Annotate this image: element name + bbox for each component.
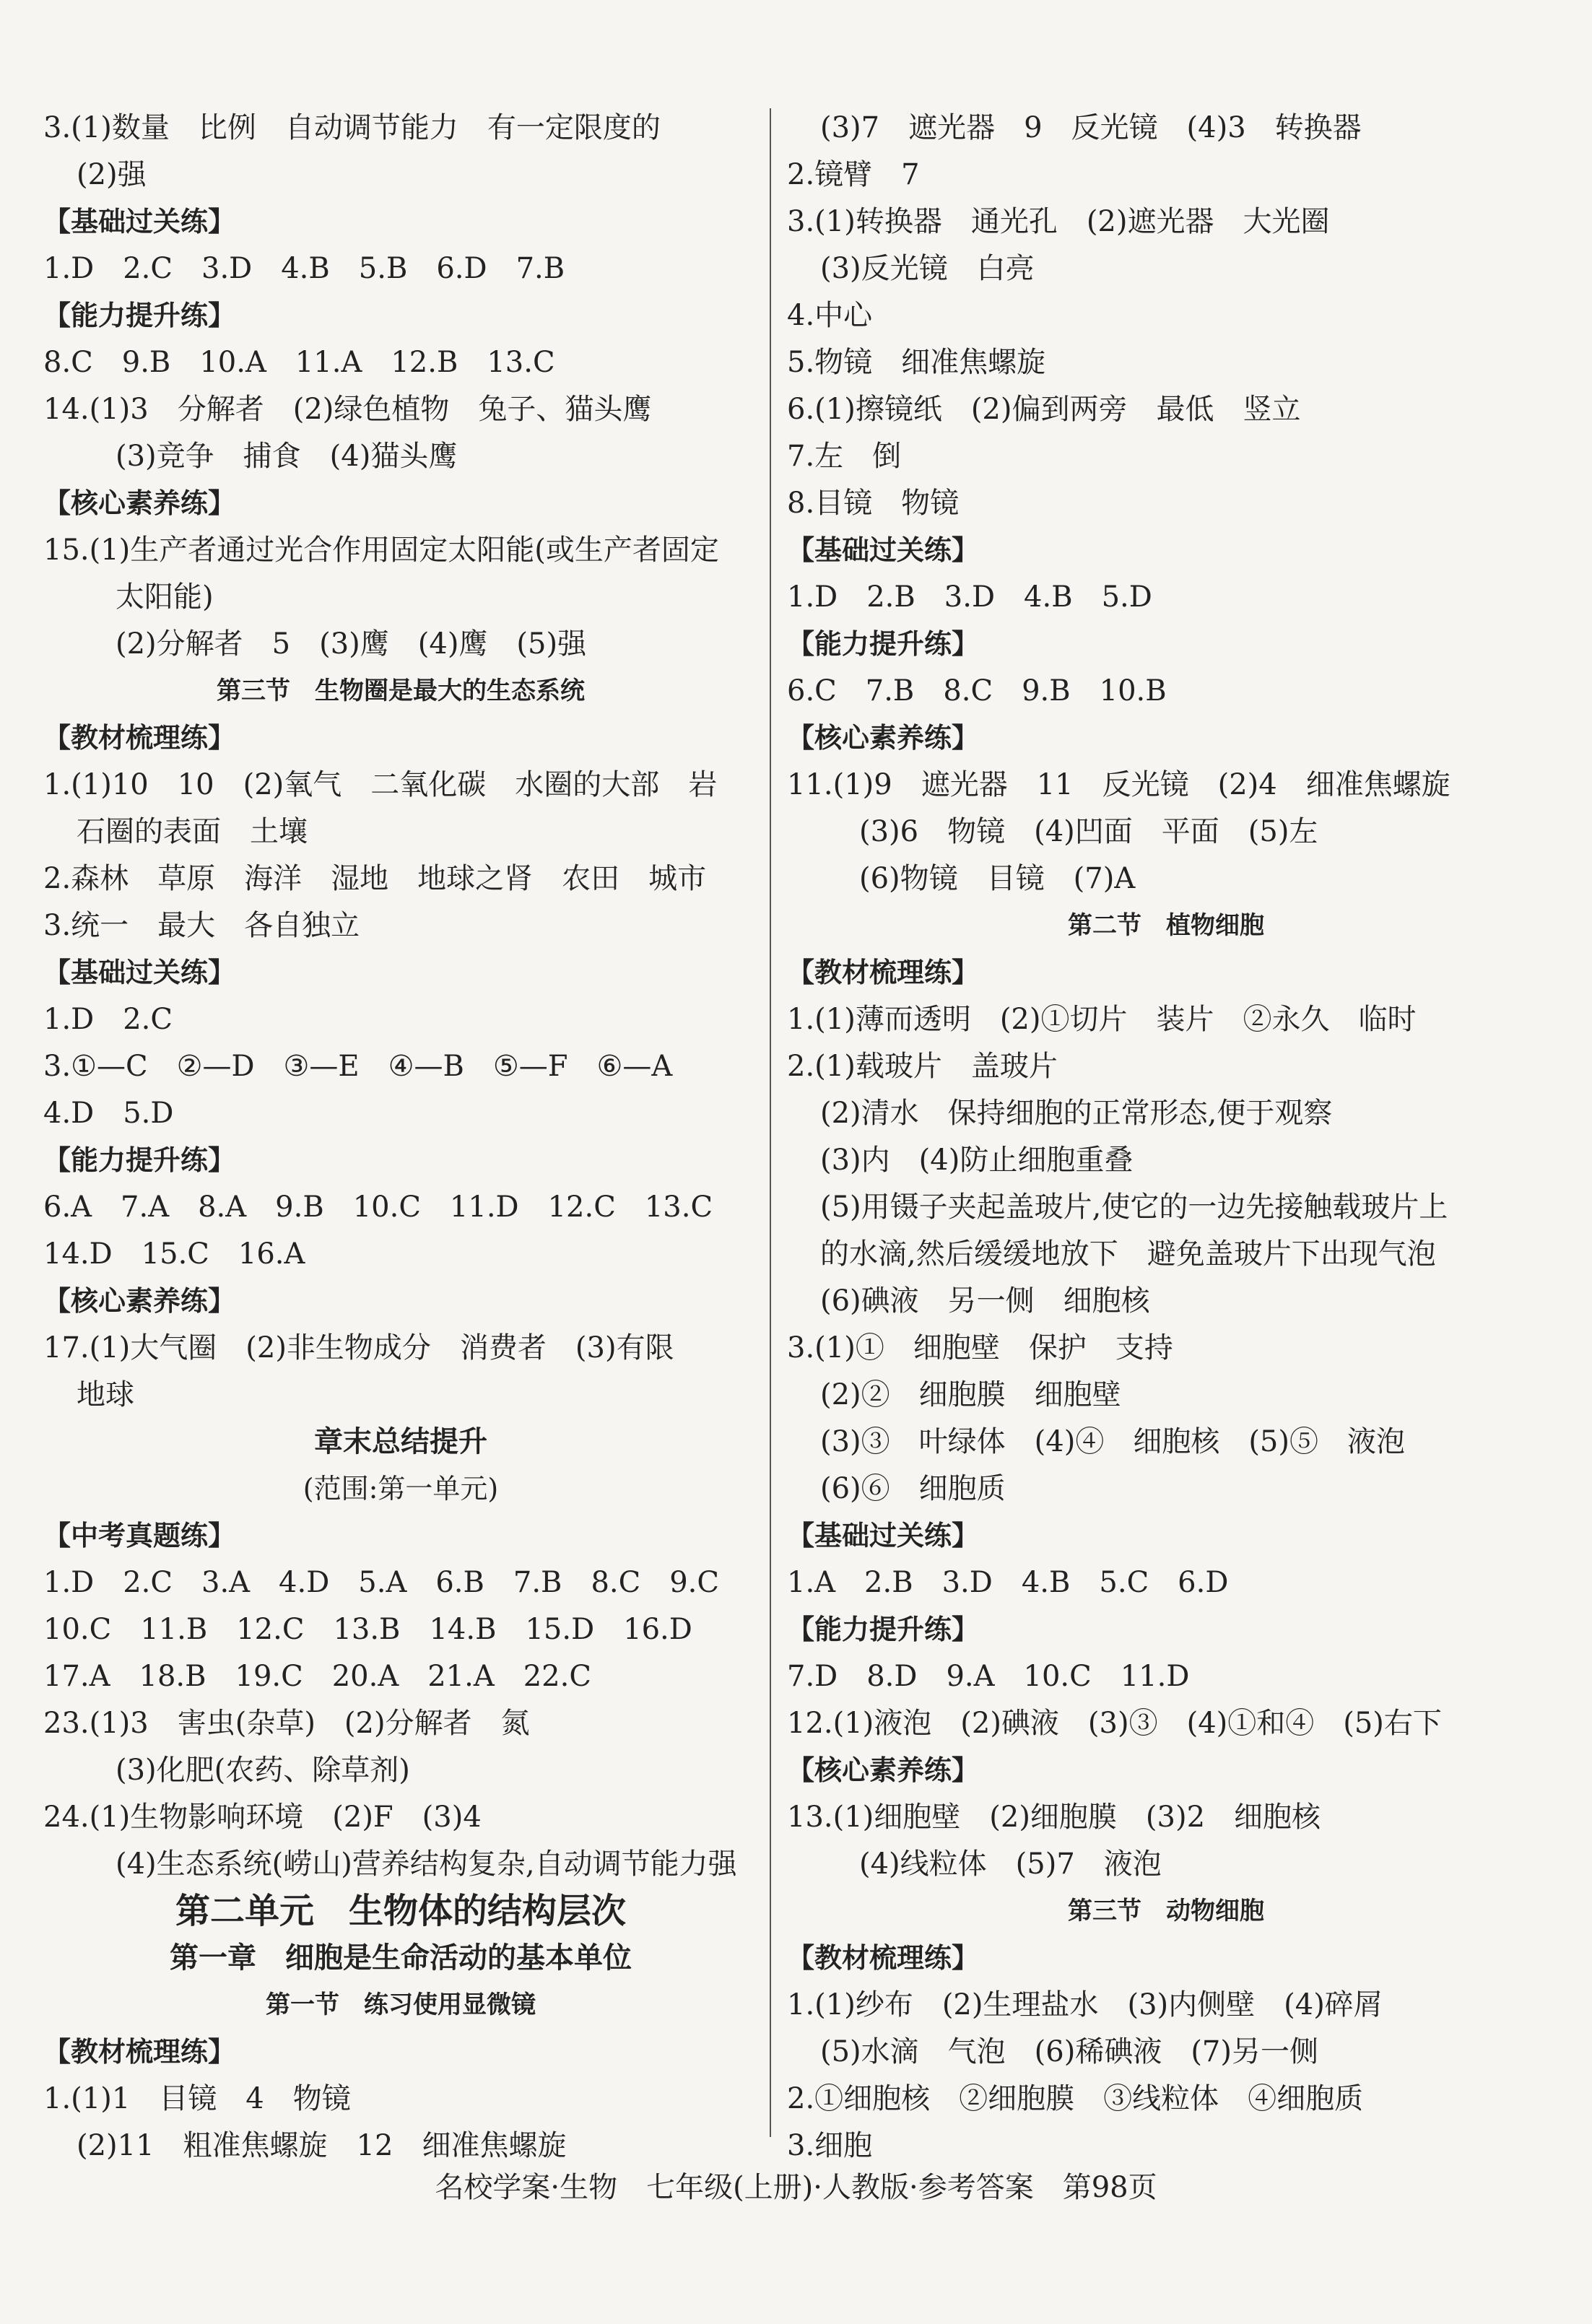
answer-line: 8.目镜 物镜 [787, 487, 960, 520]
answer-line: 13.(1)细胞壁 (2)细胞膜 (3)2 细胞核 [787, 1801, 1321, 1834]
section-label: 【教材梳理练】 [787, 957, 980, 988]
section-label: 【核心素养练】 [787, 1754, 980, 1786]
answer-line: 2.镜臂 7 [787, 158, 920, 191]
answer-line: 8.C 9.B 10.A 11.A 12.B 13.C [43, 346, 555, 379]
answer-line: 10.C 11.B 12.C 13.B 14.B 15.D 16.D [43, 1613, 692, 1646]
answer-line: 1.D 2.C 3.A 4.D 5.A 6.B 7.B 8.C 9.C [43, 1566, 719, 1599]
answer-line: 1.D 2.B 3.D 4.B 5.D [787, 580, 1152, 614]
answer-line: 1.(1)1 目镜 4 物镜 [43, 2082, 351, 2115]
answer-line: (3)竞争 捕食 (4)猫头鹰 [116, 440, 458, 473]
answer-line: 1.D 2.C 3.D 4.B 5.B 6.D 7.B [43, 252, 565, 285]
answer-line: 2.①细胞核 ②细胞膜 ③线粒体 ④细胞质 [787, 2082, 1364, 2115]
answer-line: 5.物镜 细准焦螺旋 [787, 346, 1046, 379]
section-label: 【教材梳理练】 [43, 722, 236, 754]
answer-line: 12.(1)液泡 (2)碘液 (3)③ (4)①和④ (5)右下 [787, 1707, 1442, 1740]
answer-line: (3)7 遮光器 9 反光镜 (4)3 转换器 [820, 111, 1362, 144]
answer-line: 7.D 8.D 9.A 10.C 11.D [787, 1660, 1190, 1693]
section-heading: 第三节 生物圈是最大的生态系统 [217, 676, 585, 705]
answer-line: 6.(1)擦镜纸 (2)偏到两旁 最低 竖立 [787, 393, 1301, 426]
answer-line: (2)强 [77, 158, 147, 191]
answer-line: (6)⑥ 细胞质 [820, 1472, 1006, 1505]
section-heading: 第一节 练习使用显微镜 [266, 1990, 536, 2019]
answer-line: 7.左 倒 [787, 440, 902, 473]
answer-line: (5)水滴 气泡 (6)稀碘液 (7)另一侧 [820, 2035, 1318, 2068]
answer-line: (2)② 细胞膜 细胞壁 [820, 1378, 1121, 1411]
answer-line: (2)清水 保持细胞的正常形态,便于观察 [820, 1097, 1333, 1130]
answer-line: 17.(1)大气圈 (2)非生物成分 消费者 (3)有限 [43, 1331, 674, 1365]
answer-line: (3)6 物镜 (4)凹面 平面 (5)左 [859, 815, 1318, 848]
section-label: 【教材梳理练】 [43, 2036, 236, 2068]
section-label: 【能力提升练】 [787, 1614, 980, 1645]
column-divider [770, 108, 771, 2137]
answer-line: (4)生态系统(崂山)营养结构复杂,自动调节能力强 [116, 1848, 737, 1881]
answer-line: (2)分解者 5 (3)鹰 (4)鹰 (5)强 [116, 627, 587, 661]
section-heading: 第三节 动物细胞 [1068, 1897, 1264, 1925]
section-label: 【核心素养练】 [43, 1285, 236, 1317]
answer-line: 15.(1)生产者通过光合作用固定太阳能(或生产者固定 [43, 534, 719, 567]
answer-line: 14.(1)3 分解者 (2)绿色植物 兔子、猫头鹰 [43, 393, 652, 426]
section-label: 【核心素养练】 [787, 722, 980, 754]
answer-line: 石圈的表面 土壤 [77, 815, 308, 848]
answer-line: (3)反光镜 白亮 [820, 252, 1035, 285]
answer-line: (6)物镜 目镜 (7)A [859, 862, 1136, 895]
page-footer: 名校学案·生物 七年级(上册)·人教版·参考答案 第98页 [435, 2171, 1157, 2204]
answer-line: (5)用镊子夹起盖玻片,使它的一边先接触载玻片上 [820, 1191, 1448, 1224]
section-label: 【基础过关练】 [787, 1520, 980, 1551]
answer-line: 3.(1)转换器 通光孔 (2)遮光器 大光圈 [787, 205, 1330, 238]
answer-line: 太阳能) [116, 580, 214, 614]
answer-line: (6)碘液 另一侧 细胞核 [820, 1284, 1150, 1318]
answer-line: (2)11 粗准焦螺旋 12 细准焦螺旋 [77, 2129, 567, 2162]
answer-line: 17.A 18.B 19.C 20.A 21.A 22.C [43, 1660, 591, 1693]
section-label: 【能力提升练】 [43, 300, 236, 331]
left-column [43, 105, 758, 2169]
answer-line: 地球 [77, 1378, 134, 1411]
section-heading: 章末总结提升 [314, 1425, 487, 1458]
section-label: 【能力提升练】 [787, 628, 980, 660]
answer-line: (3)化肥(农药、除草剂) [116, 1754, 410, 1787]
answer-line: 4.中心 [787, 299, 873, 332]
answer-line: 6.C 7.B 8.C 9.B 10.B [787, 674, 1167, 708]
answer-line: 1.D 2.C [43, 1003, 173, 1036]
answer-line: 3.统一 最大 各自独立 [43, 909, 360, 942]
section-label: 【基础过关练】 [43, 206, 236, 238]
section-label: 【基础过关练】 [787, 534, 980, 566]
answer-line: 24.(1)生物影响环境 (2)F (3)4 [43, 1801, 482, 1834]
answer-line: 1.A 2.B 3.D 4.B 5.C 6.D [787, 1566, 1229, 1599]
answer-line: 1.(1)10 10 (2)氧气 二氧化碳 水圈的大部 岩 [43, 768, 718, 801]
answer-line: 23.(1)3 害虫(杂草) (2)分解者 氮 [43, 1707, 530, 1740]
answer-line: 的水滴,然后缓缓地放下 避免盖玻片下出现气泡 [820, 1237, 1436, 1271]
answer-line: 2.森林 草原 海洋 湿地 地球之肾 农田 城市 [43, 862, 707, 895]
section-label: 【教材梳理练】 [787, 1942, 980, 1974]
answer-line: 3.①—C ②—D ③—E ④—B ⑤—F ⑥—A [43, 1050, 673, 1083]
answer-line: 14.D 15.C 16.A [43, 1237, 305, 1271]
answer-line: 6.A 7.A 8.A 9.B 10.C 11.D 12.C 13.C [43, 1191, 713, 1224]
section-label: 【中考真题练】 [43, 1520, 236, 1551]
right-column [787, 105, 1545, 2169]
answer-line: 1.(1)纱布 (2)生理盐水 (3)内侧壁 (4)碎屑 [787, 1988, 1383, 2021]
answer-line: (3)内 (4)防止细胞重叠 [820, 1144, 1134, 1177]
answer-line: 3.(1)① 细胞壁 保护 支持 [787, 1331, 1173, 1365]
section-label: 【能力提升练】 [43, 1144, 236, 1176]
section-heading: 第二节 植物细胞 [1068, 911, 1264, 940]
answer-line: (3)③ 叶绿体 (4)④ 细胞核 (5)⑤ 液泡 [820, 1425, 1405, 1458]
answer-line: 4.D 5.D [43, 1097, 174, 1130]
answer-line: 11.(1)9 遮光器 11 反光镜 (2)4 细准焦螺旋 [787, 768, 1450, 801]
answer-line: 3.(1)数量 比例 自动调节能力 有一定限度的 [43, 111, 661, 144]
section-label: 【核心素养练】 [43, 487, 236, 519]
section-heading: (范围:第一单元) [303, 1473, 499, 1505]
answer-line: 1.(1)薄而透明 (2)①切片 装片 ②永久 临时 [787, 1003, 1417, 1036]
section-heading: 第一章 细胞是生命活动的基本单位 [170, 1941, 632, 1975]
section-heading: 第二单元 生物体的结构层次 [175, 1891, 626, 1931]
answer-line: (4)线粒体 (5)7 液泡 [859, 1848, 1162, 1881]
answer-line: 2.(1)载玻片 盖玻片 [787, 1050, 1058, 1083]
section-label: 【基础过关练】 [43, 957, 236, 988]
answer-line: 3.细胞 [787, 2129, 873, 2162]
